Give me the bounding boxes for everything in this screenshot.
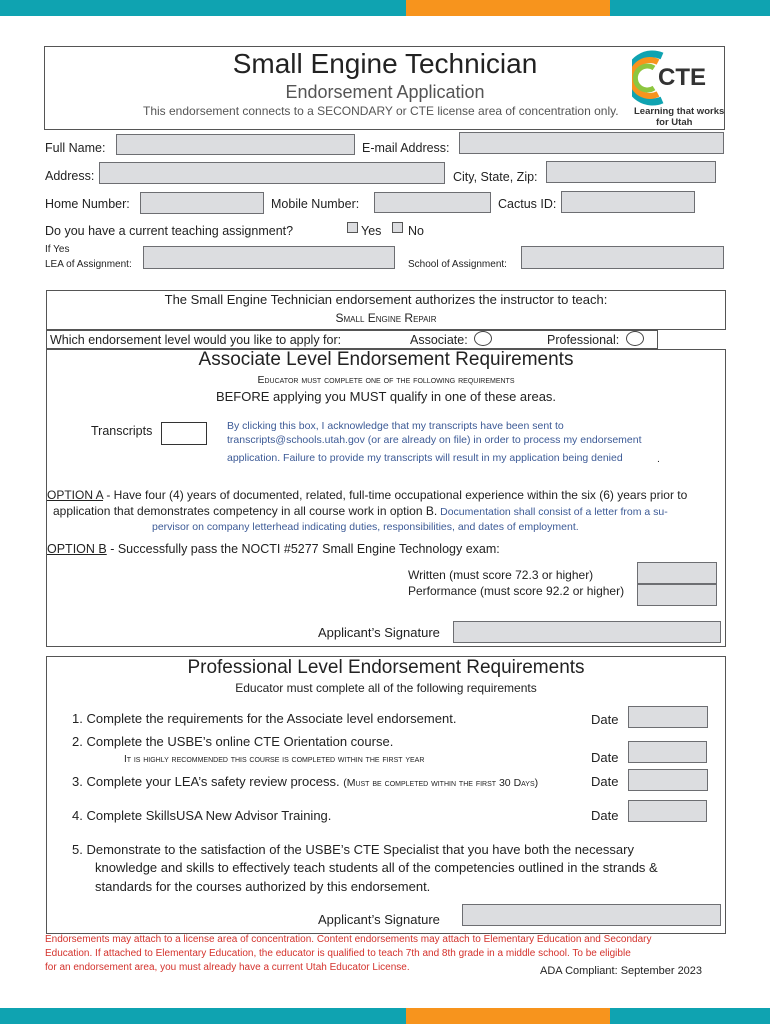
professional-heading: Professional Level Endorsement Requirements (187, 657, 585, 678)
full-name-label: Full Name: (45, 141, 106, 155)
date-label-3: Date (591, 774, 619, 789)
professional-signature-label: Applicant’s Signature (318, 912, 440, 927)
bottom-bar-teal-right (610, 1008, 770, 1024)
teaching-question: Do you have a current teaching assignment? (45, 224, 294, 238)
date-label-1: Date (591, 712, 619, 727)
footer-note-2: Education. If attached to Elementary Education, the educator is qualified to teach 7th and 8th grade in a middle school. To be eligible (45, 948, 631, 959)
option-a-doc: Documentation shall consist of a letter from a su- (437, 506, 668, 518)
email-input[interactable] (459, 132, 724, 154)
authorization-intro: The Small Engine Technician endorsement authorizes the instructor to teach: (164, 292, 608, 307)
associate-before: BEFORE applying you MUST qualify in one of these areas. (215, 389, 557, 404)
no-checkbox[interactable] (392, 222, 403, 233)
associate-label: Associate: (410, 333, 468, 347)
performance-score-input[interactable] (637, 584, 717, 606)
page-title: Small Engine Technician (232, 48, 538, 79)
top-bar-orange (406, 0, 610, 16)
date-label-2: Date (591, 750, 619, 765)
associate-signature-label: Applicant’s Signature (318, 625, 440, 640)
req-item-5-line-1: 5. Demonstrate to the satisfaction of the USBE’s CTE Specialist that you have both the necessary (72, 842, 634, 857)
option-a-label: OPTION A (47, 488, 104, 502)
professional-signature-input[interactable] (462, 904, 721, 926)
address-label: Address: (45, 169, 95, 183)
school-input[interactable] (521, 246, 724, 269)
option-a-line-2 (53, 504, 668, 518)
bottom-bar-teal (0, 1008, 406, 1024)
footer-note-3: for an endorsement area, you must already have a current Utah Educator License. (45, 962, 410, 973)
footer-note-1: Endorsements may attach to a license area of concentration. Content endorsements may attach to Elementary Education and Secondary (45, 934, 652, 945)
option-a (47, 488, 687, 502)
req-item-1: 1. Complete the requirements for the Associate level endorsement. (72, 711, 457, 726)
option-a-doc-2: pervisor on company letterhead indicating duties, responsibilities, and dates of employment. (152, 521, 579, 533)
email-label: E-mail Address: (362, 141, 450, 155)
cte-logo (632, 50, 720, 106)
req-item-2: 2. Complete the USBE’s online CTE Orientation course. (72, 734, 394, 749)
home-number-label: Home Number: (45, 197, 130, 211)
bottom-bar-orange (406, 1008, 610, 1024)
transcripts-label: Transcripts (91, 424, 153, 438)
written-score-input[interactable] (637, 562, 717, 584)
associate-radio[interactable] (474, 331, 492, 346)
mobile-number-label: Mobile Number: (271, 197, 360, 211)
written-label: Written (must score 72.3 or higher) (408, 568, 594, 582)
ack-line-3: application. Failure to provide my transcripts will result in my application being denied (227, 452, 623, 464)
page-subtitle: Endorsement Application (285, 82, 485, 102)
level-question: Which endorsement level would you like to apply for: (50, 333, 342, 347)
date-label-4: Date (591, 808, 619, 823)
home-number-input[interactable] (140, 192, 264, 214)
req-item-5-line-3: standards for the courses authorized by this endorsement. (95, 879, 431, 894)
mobile-number-input[interactable] (374, 192, 491, 213)
logo-tagline-2: for Utah (656, 117, 693, 128)
ack-line-1: By clicking this box, I acknowledge that my transcripts have been sent to (227, 420, 564, 432)
associate-sub: Educator must complete one of the following requirements (257, 374, 515, 386)
req-item-3 (72, 774, 538, 789)
option-a-text: - Have four (4) years of documented, related, full-time occupational experience within the six (6) years prior to (103, 488, 688, 502)
option-a-text-2: application that demonstrates competency in all course work in option B. (53, 504, 438, 518)
lea-input[interactable] (143, 246, 395, 269)
date-input-4[interactable] (628, 800, 707, 822)
cactus-id-label: Cactus ID: (498, 197, 557, 211)
header-note: This endorsement connects to a SECONDARY or CTE license area of concentration only. (143, 104, 619, 118)
option-b (47, 542, 500, 556)
top-bar-teal-right (610, 0, 770, 16)
logo-tagline-1: Learning that works (634, 106, 725, 117)
authorization-course: Small Engine Repair (335, 311, 437, 325)
ada-compliance: ADA Compliant: September 2023 (540, 965, 703, 977)
performance-label: Performance (must score 92.2 or higher) (408, 584, 625, 598)
associate-heading: Associate Level Endorsement Requirements (198, 349, 574, 370)
professional-label: Professional: (547, 333, 620, 347)
cactus-id-input[interactable] (561, 191, 695, 213)
associate-signature-input[interactable] (453, 621, 721, 643)
transcripts-checkbox[interactable] (161, 422, 207, 445)
lea-label: LEA of Assignment: (45, 259, 132, 270)
ack-period: . (657, 453, 660, 465)
ack-line-2: transcripts@schools.utah.gov (or are already on file) in order to process my endorsement (227, 434, 642, 446)
full-name-input[interactable] (116, 134, 355, 155)
top-bar-teal-left (0, 0, 406, 16)
req-item-3-note: (Must be completed within the first 30 Days) (343, 777, 539, 789)
school-label: School of Assignment: (408, 259, 507, 270)
req-item-2-note: It is highly recommended this course is completed within the first year (124, 754, 425, 765)
cte-logo-text: CTE (658, 64, 706, 91)
professional-sub: Educator must complete all of the following requirements (235, 681, 537, 695)
req-item-4: 4. Complete SkillsUSA New Advisor Training. (72, 808, 332, 823)
req-item-3-text: 3. Complete your LEA’s safety review process. (72, 774, 340, 789)
professional-radio[interactable] (626, 331, 644, 346)
option-b-text: - Successfully pass the NOCTI #5277 Small Engine Technology exam: (106, 542, 500, 556)
yes-checkbox[interactable] (347, 222, 358, 233)
no-label: No (408, 224, 424, 238)
city-state-zip-input[interactable] (546, 161, 716, 183)
address-input[interactable] (99, 162, 445, 184)
date-input-3[interactable] (628, 769, 708, 791)
option-b-label: OPTION B (47, 542, 107, 556)
if-yes-label: If Yes (45, 244, 70, 255)
city-state-zip-label: City, State, Zip: (453, 170, 538, 184)
req-item-5-line-2: knowledge and skills to effectively teach students all of the competencies outlined in the strands & (95, 860, 658, 875)
date-input-1[interactable] (628, 706, 708, 728)
date-input-2[interactable] (628, 741, 707, 763)
yes-label: Yes (361, 224, 382, 238)
